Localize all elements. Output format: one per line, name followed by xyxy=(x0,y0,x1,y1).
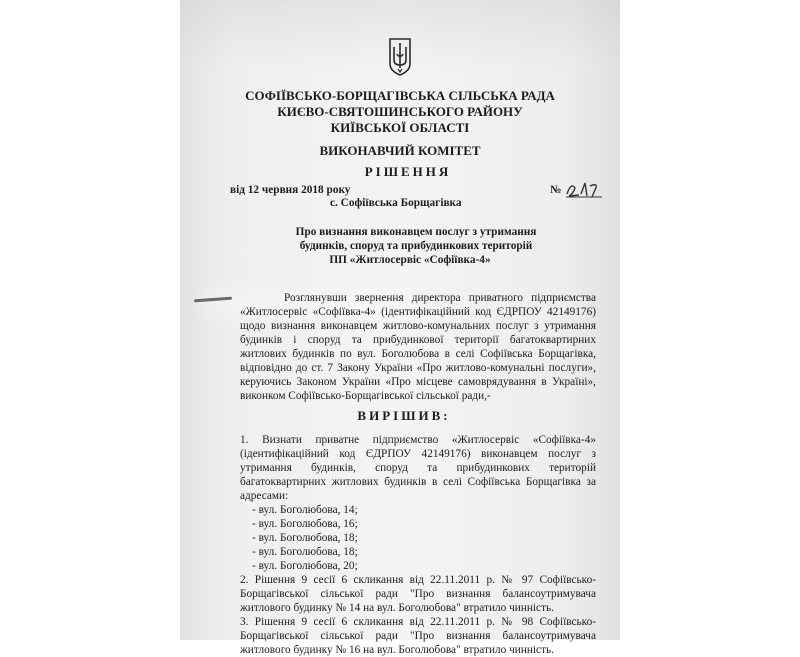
address-item: - вул. Боголюбова, 14; xyxy=(252,504,358,516)
document-type: РІШЕННЯ xyxy=(364,164,452,179)
item-3-line: житлового будинку № 16 на вул. Боголюбова" втратило чинність. xyxy=(240,644,554,656)
preamble-line: виконком Софіївсько-Борщагівської сільської ради,- xyxy=(240,390,491,402)
address-item: - вул. Боголюбова, 16; xyxy=(252,518,358,530)
preamble-line: будинків і споруд та прибудинкової території багатоквартирних xyxy=(240,334,596,346)
address-item: - вул. Боголюбова, 18; xyxy=(252,532,358,544)
item-1-line: (ідентифікаційний код ЄДРПОУ 42149176) виконавцем послуг з xyxy=(240,448,596,460)
committee-name: ВИКОНАВЧИЙ КОМІТЕТ xyxy=(319,143,481,158)
preamble-line: житлових будинків по вул. Боголюбова в селі Софіївська Борщагівка, xyxy=(240,348,596,360)
item-1-line: багатоквартирних житлових будинків в селі Софіївська Борщагівка за xyxy=(240,476,596,488)
item-2-line: 2. Рішення 9 сесії 6 скликання від 22.11.2011 р. № 97 Софіївсько- xyxy=(240,574,596,586)
title-line-3: ПП «Житлосервіс «Софіївка-4» xyxy=(329,254,491,266)
decided-heading: ВИРІШИВ: xyxy=(357,408,451,423)
item-1-line: адресами: xyxy=(240,490,289,502)
decision-number-label: № xyxy=(550,184,562,196)
item-1-line: утримання будинків, споруд та прибудинкових територій xyxy=(240,462,596,474)
coat-of-arms-trident-icon xyxy=(388,38,412,76)
item-2-line: житлового будинку № 14 на вул. Боголюбова" втратило чинність. xyxy=(240,602,554,614)
item-3-line: Борщагівської сільської ради "Про визнання балансоутримувача xyxy=(240,630,596,642)
title-line-2: будинків, споруд та прибудинкових територій xyxy=(299,240,533,252)
item-1-line: 1. Визнати приватне підприємство «Житлосервіс «Софіївка-4» xyxy=(240,434,596,446)
decision-date: від 12 червня 2018 року xyxy=(230,184,351,196)
preamble-line: керуючись Законом України «Про місцеве самоврядування в Україні», xyxy=(240,376,596,388)
preamble-line: відповідно до ст. 7 Закону України «Про житлово-комунальні послуги», xyxy=(240,362,596,374)
item-2-line: Борщагівської сільської ради "Про визнання балансоутримувача xyxy=(240,588,596,600)
handwritten-number-signature xyxy=(565,180,603,198)
preamble-line: «Житлосервіс «Софіївка-4» (ідентифікаційний код ЄДРПОУ 42149176) xyxy=(240,306,596,318)
title-line-1: Про визнання виконавцем послуг з утримання xyxy=(295,226,537,238)
preamble-line: Розглянувши звернення директора приватного підприємства xyxy=(284,292,596,304)
region-name: КИЇВСЬКОЇ ОБЛАСТІ xyxy=(330,120,470,135)
address-item: - вул. Боголюбова, 20; xyxy=(252,560,358,572)
item-3-line: 3. Рішення 9 сесії 6 скликання від 22.11.2011 р. № 98 Софіївсько- xyxy=(240,616,596,628)
decision-place: с. Софіївська Борщагівка xyxy=(330,197,462,209)
preamble-line: щодо визнання виконавцем житлово-комунальних послуг з утримання xyxy=(240,320,596,332)
district-name: КИЄВО-СВЯТОШИНСЬКОГО РАЙОНУ xyxy=(277,104,523,119)
document-page xyxy=(180,0,620,656)
address-item: - вул. Боголюбова, 18; xyxy=(252,546,358,558)
council-name: СОФІЇВСЬКО-БОРЩАГІВСЬКА СІЛЬСЬКА РАДА xyxy=(245,88,555,103)
